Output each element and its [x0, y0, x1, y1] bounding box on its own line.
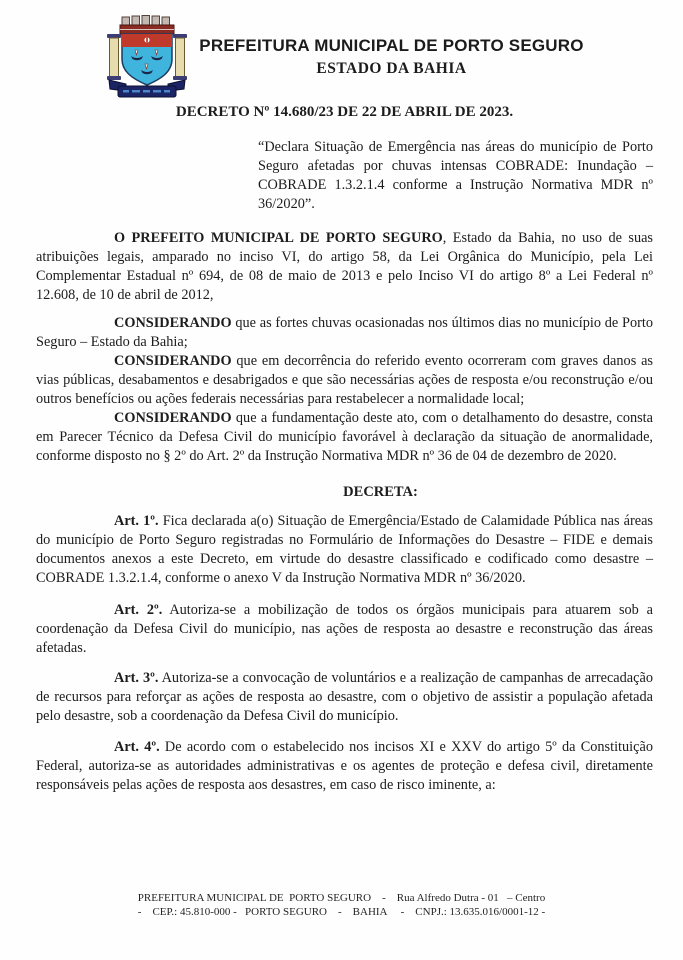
decreta-heading: DECRETA: [343, 484, 418, 500]
paragraph-text: que a fundamentação deste ato, com o detalhamento do desastre, consta em Parecer Técnico da Defesa Civil do município favorável à declaração da situação de anormalidade, conforme disposto no § 2º do Art. 2º da Instrução Normativa MDR nº 36 de 04 de dezembro de 2020. [36, 410, 653, 464]
article-text: Fica declarada a(o) Situação de Emergência/Estado de Calamidade Pública nas áreas do município de Porto Seguro registradas no Formulário de Informações do Desastre – FIDE e demais documentos anexos a este Decreto, em virtude do desastre classificado e codificado como desastre – COBRADE 1.3.2.1.4, conforme o anexo V da Instrução Normativa MDR nº 36/2020. [36, 513, 653, 586]
crown-merlons [122, 16, 170, 27]
footer-address-line: PREFEITURA MUNICIPAL DE PORTO SEGURO - Rua Alfredo Dutra - 01 – Centro [137, 892, 546, 904]
paragraph-text: que em decorrência do referido evento ocorreram com graves danos as vias públicas, desabamentos e desabrigados e que são necessárias ações de resposta e/ou reconstrução e/ou outros benefícios ou ações federais necessárias para restabelecer a normalidade local; [36, 353, 653, 407]
paragraph-lead: CONSIDERANDO [114, 410, 232, 426]
paragraph-text: que as fortes chuvas ocasionadas nos últimos dias no município de Porto Seguro – Estado da Bahia; [36, 315, 653, 350]
article-paragraph [36, 669, 653, 726]
article-text: Autoriza-se a convocação de voluntários e a realização de campanhas de arrecadação de recursos para reforçar as ações de resposta ao desastre, com o objetivo de assistir a população afetada pelo desastre, sob a coordenação da Defesa Civil do município. [36, 670, 653, 724]
decree-title: DECRETO Nº 14.680/23 DE 22 DE ABRIL DE 2023. [175, 104, 514, 120]
municipality-name: PREFEITURA MUNICIPAL DE PORTO SEGURO [199, 36, 584, 55]
considerando-paragraph [36, 314, 653, 352]
state-name: ESTADO DA BAHIA [316, 60, 467, 77]
left-pillar [107, 34, 121, 80]
preamble-paragraph [36, 229, 653, 305]
article-text: Autoriza-se a mobilização de todos os órgãos municipais para atuarem sob a coordenação da Defesa Civil do município, nas ações de resposta ao desastre e reconstrução das áreas afetadas. [36, 602, 653, 656]
coat-of-arms-icon [105, 12, 189, 98]
considerando-paragraph [36, 352, 653, 409]
paragraph-lead: CONSIDERANDO [114, 353, 232, 369]
document-footer [0, 891, 683, 919]
right-pillar [173, 34, 187, 80]
paragraph-lead: CONSIDERANDO [114, 315, 232, 331]
article-lead: Art. 3º. [114, 670, 159, 686]
article-lead: Art. 1º. [114, 513, 159, 529]
article-lead: Art. 4º. [114, 739, 160, 755]
paragraph-lead: O PREFEITO MUNICIPAL DE PORTO SEGURO [114, 230, 443, 246]
considerando-paragraph [36, 409, 653, 466]
article-paragraph [36, 601, 653, 658]
footer-cep-cnpj-line: - CEP.: 45.810-000 - PORTO SEGURO - BAHIA - CNPJ.: 13.635.016/0001-12 - [137, 906, 546, 918]
decree-summary-quote: “Declara Situação de Emergência nas áreas do município de Porto Seguro afetadas por chuvas intensas COBRADE: Inundação – COBRADE 1.3.2.1.4 conforme a Instrução Normativa MDR nº 36/2020”. [258, 139, 653, 212]
article-text: De acordo com o estabelecido nos incisos XI e XXV do artigo 5º da Constituição Federal, autoriza-se as autoridades administrativas e os agentes de proteção e defesa civil, diretamente responsáveis pelas ações de resposta aos desastres, em caso de risco iminente, a: [36, 739, 653, 793]
document-header [36, 12, 653, 98]
municipality-titles [199, 36, 583, 78]
article-lead: Art. 2º. [114, 602, 163, 618]
article-paragraph [36, 738, 653, 795]
article-paragraph [36, 512, 653, 588]
paragraph-text: , Estado da Bahia, no uso de suas atribuições legais, amparado no inciso VI, do artigo 58, da Lei Orgânica do Município, pela Lei Complementar Estadual nº 694, de 08 de maio de 2013 e pelo Inciso VI do artigo 8º a Lei Federal nº 12.608, de 10 de abril de 2012, [36, 230, 654, 303]
